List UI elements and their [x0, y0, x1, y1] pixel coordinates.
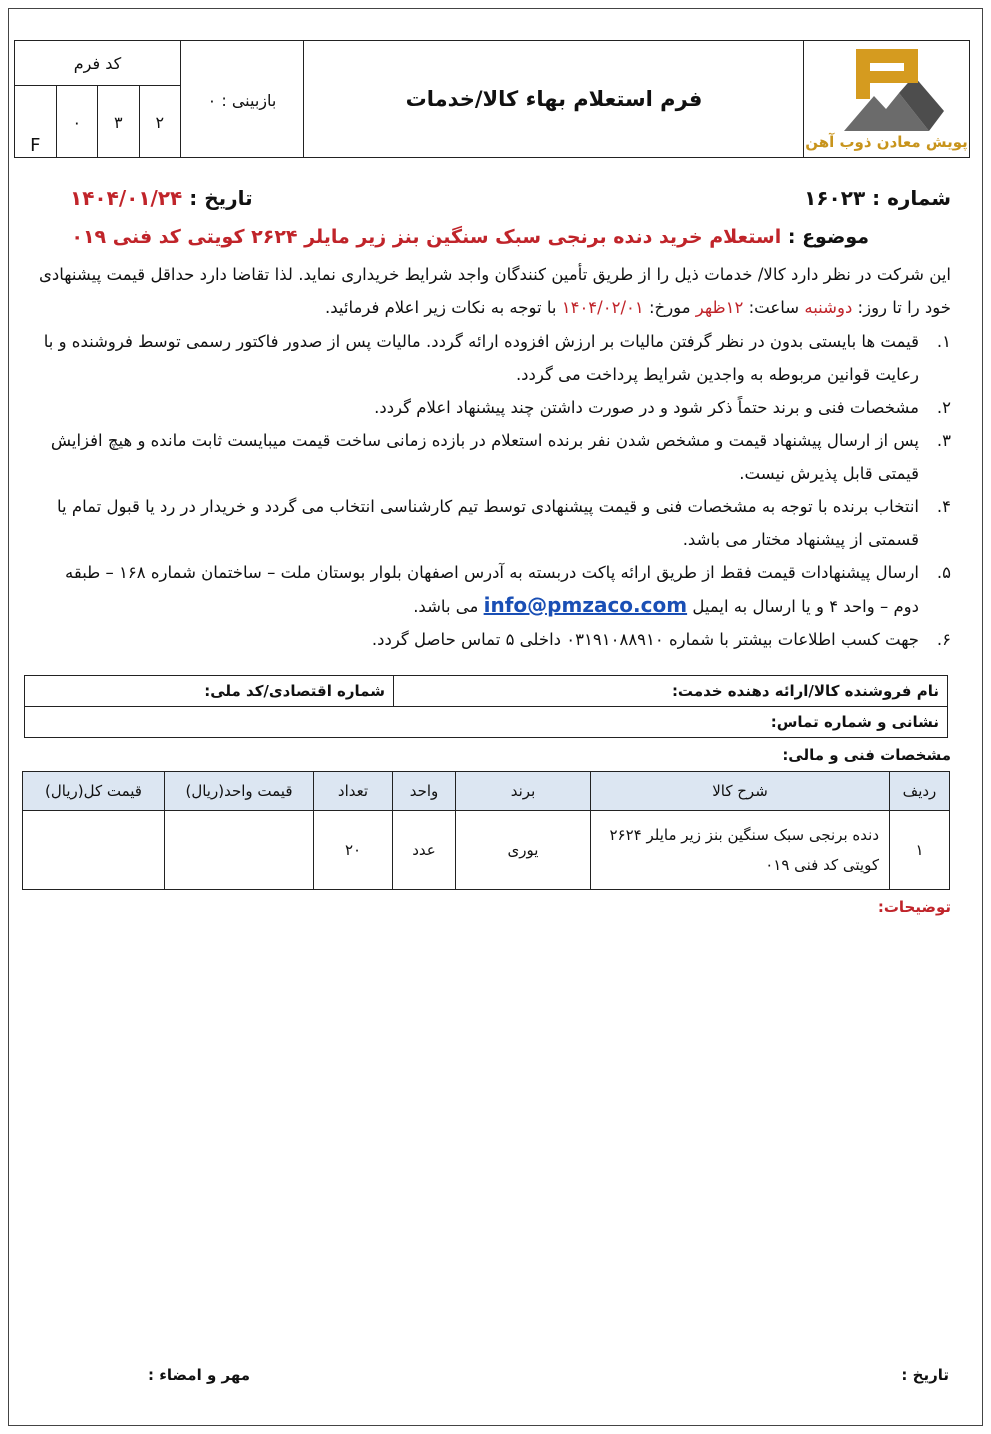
- subject-text: استعلام خرید دنده برنجی سبک سنگین بنز زیر مایلر ۲۶۲۴ کویتی کد فنی ۰۱۹: [71, 226, 782, 248]
- table-row: [23, 811, 950, 890]
- cell-row: ۱: [890, 811, 950, 890]
- list-item: ۱. قیمت ها بایستی بدون در نظر گرفتن مالیات بر ارزش افزوده ارائه گردد. مالیات پس از صدور فاکتور رسمی توسط فروشنده و با رعایت قوانین مربوطه به واجدین شرایط پرداخت می گردد.: [43, 332, 951, 384]
- notes-label: توضیحات:: [877, 898, 951, 916]
- cell-total[interactable]: [23, 811, 165, 890]
- deadline-time: ۱۲ظهر: [695, 298, 744, 317]
- form-code-digits: [15, 86, 180, 158]
- cell-unit: عدد: [393, 811, 456, 890]
- form-title: فرم استعلام بهاء کالا/خدمات: [303, 41, 804, 157]
- form-code-digit: ۳: [98, 86, 140, 158]
- form-code-digit: ۲: [155, 112, 165, 132]
- table-header-row: [23, 772, 950, 811]
- items-table: [22, 771, 950, 890]
- address-field[interactable]: نشانی و شماره تماس:: [770, 713, 939, 731]
- form-header: [14, 40, 970, 158]
- seller-info-table: [24, 675, 948, 738]
- col-row: ردیف: [890, 772, 950, 811]
- date-value: ۱۴۰۴/۰۱/۲۴: [70, 186, 183, 210]
- form-code-digit: F: [15, 86, 57, 158]
- col-desc: شرح کالا: [591, 772, 890, 811]
- date-label: تاریخ :: [189, 186, 253, 210]
- conditions-list: [39, 325, 951, 656]
- col-total: قیمت کل(ریال): [23, 772, 165, 811]
- logo-mark-icon: [804, 41, 969, 141]
- logo-text: پویش معادن ذوب آهن: [805, 133, 968, 151]
- list-item: ۵. ارسال پیشنهادات قیمت فقط از طریق ارائه پاکت دربسته به آدرس اصفهان بلوار بوستان ملت – ساختمان شماره ۱۶۸ – طبقه دوم – واحد ۴ و یا ارسال به ایمیل info@pmzaco.com می باشد.: [65, 563, 951, 617]
- deadline-day: دوشنبه: [804, 298, 853, 317]
- col-qty: تعداد: [314, 772, 393, 811]
- list-item: ۴. انتخاب برنده با توجه به مشخصات فنی و قیمت پیشنهادی توسط تیم کارشناسی انتخاب می گردد و خریدار در رد یا قبول تمام یا قسمتی از پیشنهاد مختار می باشد.: [57, 497, 951, 549]
- letter-number: شماره : ۱۶۰۲۳: [804, 186, 951, 210]
- col-brand: برند: [456, 772, 591, 811]
- list-item: ۲. مشخصات فنی و برند حتماً ذکر شود و در صورت داشتن چند پیشنهاد اعلام گردد.: [374, 398, 951, 417]
- subject-line: [71, 226, 869, 248]
- footer-date-label: تاریخ :: [901, 1366, 949, 1384]
- letter-date: [70, 186, 253, 210]
- cell-qty: ۲۰: [314, 811, 393, 890]
- cell-unit-price[interactable]: [165, 811, 314, 890]
- seller-name-field[interactable]: نام فروشنده کالا/ارائه دهنده خدمت:: [393, 676, 947, 706]
- econ-code-field[interactable]: شماره اقتصادی/کد ملی:: [204, 682, 385, 700]
- cell-desc: دنده برنجی سبک سنگین بنز زیر مایلر ۲۶۲۴ کویتی کد فنی ۰۱۹: [591, 811, 890, 890]
- subject-label: موضوع :: [787, 226, 869, 248]
- form-code-label: کد فرم: [15, 41, 180, 86]
- company-logo: [803, 41, 969, 157]
- revision-label: بازبینی : ۰: [207, 91, 277, 110]
- col-unit: واحد: [393, 772, 456, 811]
- col-unit-price: قیمت واحد(ریال): [165, 772, 314, 811]
- deadline-date: ۱۴۰۴/۰۲/۰۱: [561, 298, 644, 317]
- list-item: ۳. پس از ارسال پیشنهاد قیمت و مشخص شدن نفر برنده استعلام در بازده زمانی ساخت قیمت میبایست ثابت مانده و هیچ افزایش قیمتی قابل پذیرش نیست.: [50, 431, 951, 483]
- intro-paragraph: این شرکت در نظر دارد کالا/ خدمات ذیل را از طریق تأمین کنندگان واجد شرایط خریداری نماید. لذا تقاضا دارد حداقل قیمت پیشنهادی خود را تا روز: دوشنبه ساعت: ۱۲ظهر مورخ: ۱۴۰۴/۰۲/۰۱ با توجه به نکات زیر اعلام فرمائید.: [39, 265, 951, 317]
- email-link[interactable]: info@pmzaco.com: [483, 593, 688, 617]
- list-item: ۶. جهت کسب اطلاعات بیشتر با شماره ۰۳۱۹۱۰۸۸۹۱۰ داخلی ۵ تماس حاصل گردد.: [371, 630, 951, 649]
- form-code-box: [15, 41, 181, 157]
- form-code-digit: ۰: [57, 86, 99, 158]
- footer-signature-label: مهر و امضاء :: [148, 1366, 251, 1384]
- specs-label: مشخصات فنی و مالی:: [782, 746, 951, 764]
- cell-brand: یوری: [456, 811, 591, 890]
